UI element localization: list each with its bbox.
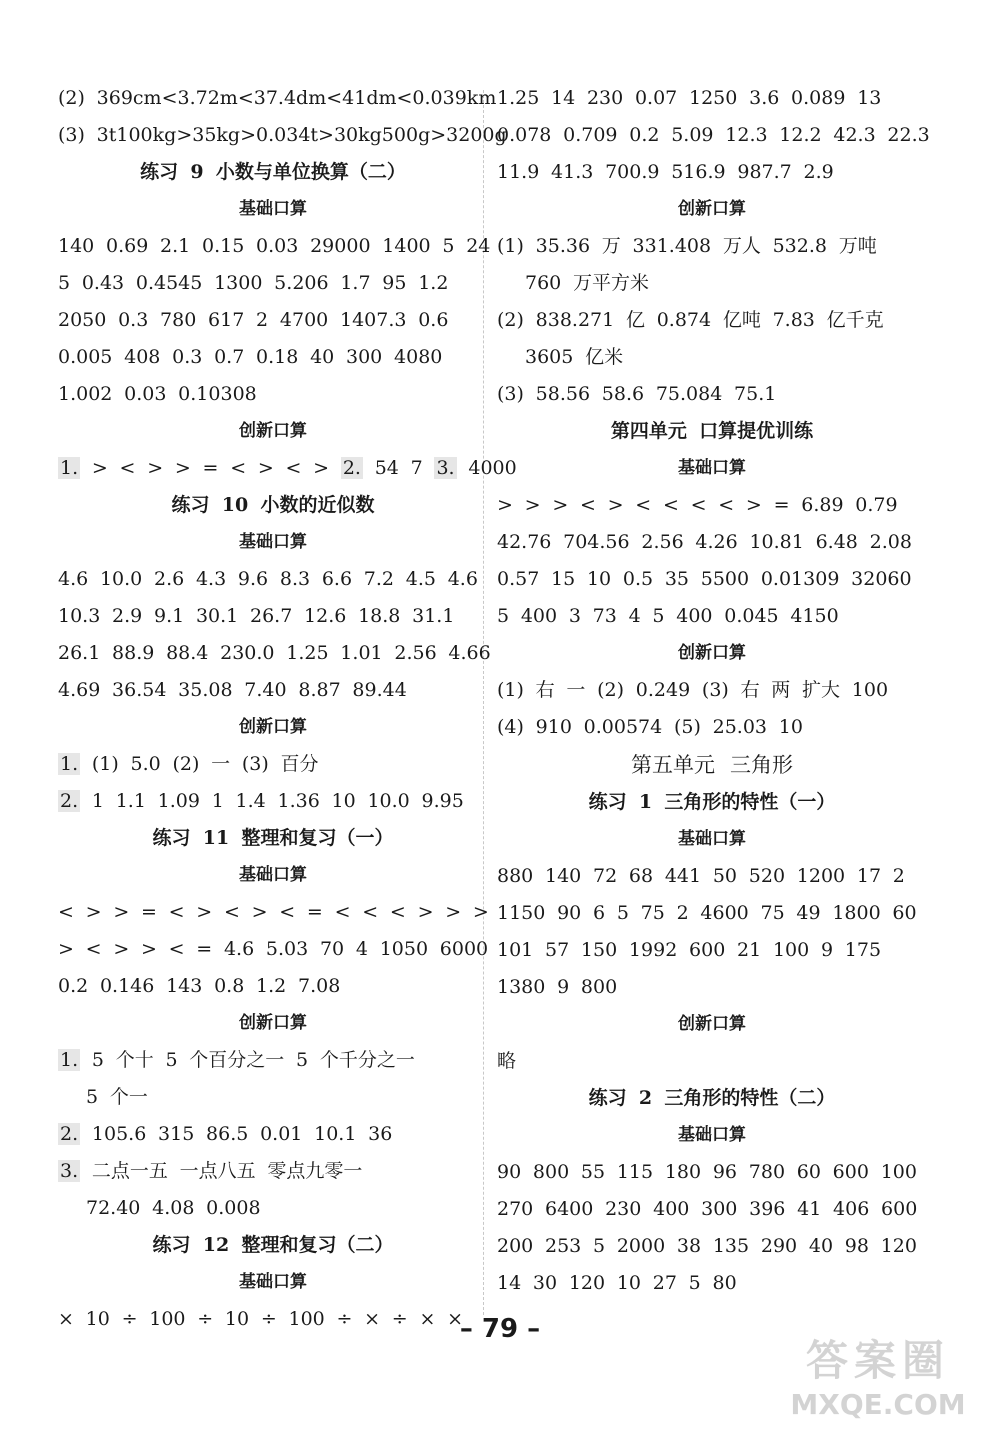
section-subheading <box>497 1006 927 1043</box>
answer-line <box>497 1191 927 1228</box>
answer-text: 90 800 55 115 180 96 780 60 600 100 <box>497 1161 917 1183</box>
answer-text: 基础口算 <box>239 865 307 885</box>
answer-text: > > > < > < < < < > = 6.89 0.79 <box>497 494 898 516</box>
answer-line <box>58 339 488 376</box>
answer-text: 练习 11 整理和复习（一） <box>152 827 394 849</box>
answer-text: 0.2 0.146 143 0.8 1.2 7.08 <box>58 975 341 997</box>
answer-line <box>58 302 488 339</box>
answer-text: 26.1 88.9 88.4 230.0 1.25 1.01 2.56 4.66 <box>58 642 491 664</box>
answer-text: 练习 10 小数的近似数 <box>171 494 375 516</box>
answer-line <box>58 1079 488 1116</box>
answer-text: (1) 右 一 (2) 0.249 (3) 右 两 扩大 100 <box>497 679 889 701</box>
answer-line <box>58 1153 488 1190</box>
answer-line <box>497 154 927 191</box>
answer-line <box>497 895 927 932</box>
answer-line <box>497 1265 927 1302</box>
answer-line <box>497 524 927 561</box>
answer-text: 760 万平方米 <box>525 272 650 294</box>
question-number: 3. <box>436 457 455 479</box>
answer-text: 105.6 315 86.5 0.01 10.1 36 <box>91 1123 393 1145</box>
section-subheading <box>58 709 488 746</box>
answer-text: 54 7 <box>374 457 435 479</box>
exercise-heading <box>497 413 927 450</box>
watermark-logo <box>778 1328 978 1428</box>
answer-text: × 10 ÷ 100 ÷ 10 ÷ 100 ÷ × ÷ × × <box>58 1308 464 1330</box>
answer-text: > < > > < = 4.6 5.03 70 4 1050 6000 <box>58 938 489 960</box>
answer-text: 0.005 408 0.3 0.7 0.18 40 300 4080 <box>58 346 443 368</box>
answer-line <box>58 672 488 709</box>
question-number: 1. <box>60 1049 79 1071</box>
answer-text: 5 个十 5 个百分之一 5 个千分之一 <box>91 1049 415 1071</box>
answer-text: 基础口算 <box>678 1125 746 1145</box>
question-number: 2. <box>342 457 361 479</box>
answer-text: 练习 9 小数与单位换算（二） <box>140 161 406 183</box>
answer-text: 5 400 3 73 4 5 400 0.045 4150 <box>497 605 839 627</box>
question-number: 1. <box>60 753 79 775</box>
answer-line <box>497 487 927 524</box>
section-subheading <box>58 1005 488 1042</box>
answer-line <box>58 635 491 672</box>
answer-line <box>58 598 488 635</box>
answer-line <box>497 969 927 1006</box>
watermark-logo-title: 答案圈 <box>805 1336 950 1385</box>
answer-line <box>497 117 930 154</box>
answer-line <box>58 1042 488 1079</box>
answer-text: (3) 58.56 58.6 75.084 75.1 <box>497 383 777 405</box>
answer-text: 200 253 5 2000 38 135 290 40 98 120 <box>497 1235 917 1257</box>
answer-line <box>58 561 488 598</box>
answer-line <box>497 339 927 376</box>
answer-text: 基础口算 <box>678 458 746 478</box>
answer-text: 二点一五 一点八五 零点九零一 <box>91 1160 363 1182</box>
answer-line <box>497 1228 927 1265</box>
answer-text: 11.9 41.3 700.9 516.9 987.7 2.9 <box>497 161 834 183</box>
answer-line <box>497 858 927 895</box>
right-column <box>497 80 930 1302</box>
answer-text: 1380 9 800 <box>497 976 618 998</box>
answer-line <box>58 1190 488 1227</box>
section-subheading <box>58 191 488 228</box>
answer-text: 练习 2 三角形的特性（二） <box>588 1087 836 1109</box>
answer-text: 5 0.43 0.4545 1300 5.206 1.7 95 1.2 <box>58 272 449 294</box>
answer-text: 880 140 72 68 441 50 520 1200 17 2 <box>497 865 905 887</box>
answer-line <box>497 932 927 969</box>
answer-text: 略 <box>497 1050 517 1072</box>
question-number: 1. <box>60 457 79 479</box>
answer-text: 42.76 704.56 2.56 4.26 10.81 6.48 2.08 <box>497 531 912 553</box>
answer-line <box>497 265 927 302</box>
answer-line <box>497 561 927 598</box>
answer-line <box>58 450 517 487</box>
section-subheading <box>58 857 488 894</box>
answer-line <box>497 672 927 709</box>
section-subheading <box>58 413 488 450</box>
answer-text: 创新口算 <box>239 421 307 441</box>
answer-text: 10.3 2.9 9.1 30.1 26.7 12.6 18.8 31.1 <box>58 605 455 627</box>
answer-line <box>58 1116 488 1153</box>
answer-line <box>497 376 927 413</box>
exercise-heading <box>58 154 488 191</box>
answer-text: 1150 90 6 5 75 2 4600 75 49 1800 60 <box>497 902 917 924</box>
answer-line <box>497 228 927 265</box>
answer-line <box>497 709 927 746</box>
exercise-heading <box>497 1080 927 1117</box>
exercise-heading <box>497 784 927 821</box>
exercise-heading <box>58 487 488 524</box>
answer-text: 第五单元 三角形 <box>630 753 794 777</box>
answer-line <box>497 80 927 117</box>
answer-text: 1 1.1 1.09 1 1.4 1.36 10 10.0 9.95 <box>91 790 464 812</box>
answer-text: (4) 910 0.00574 (5) 25.03 10 <box>497 716 803 738</box>
unit-heading <box>497 746 927 784</box>
answer-text: 练习 1 三角形的特性（一） <box>588 791 836 813</box>
answer-text: 基础口算 <box>239 532 307 552</box>
answer-text: 2050 0.3 780 617 2 4700 1407.3 0.6 <box>58 309 449 331</box>
answer-line <box>497 302 927 339</box>
answer-text: 基础口算 <box>239 199 307 219</box>
section-subheading <box>497 635 927 672</box>
question-number: 2. <box>60 1123 79 1145</box>
answer-text: 4.6 10.0 2.6 4.3 9.6 8.3 6.6 7.2 4.5 4.6 <box>58 568 478 590</box>
page-number: – 79 – <box>459 1314 541 1344</box>
answer-line <box>58 894 488 931</box>
answer-line <box>58 117 507 154</box>
answer-text: 5 个一 <box>86 1086 148 1108</box>
answer-line <box>58 783 488 820</box>
answer-text: 创新口算 <box>678 643 746 663</box>
answer-text: 练习 12 整理和复习（二） <box>152 1234 394 1256</box>
answer-text: > < > > = < > < > <box>91 457 341 479</box>
left-column <box>58 80 517 1338</box>
answer-line <box>497 1154 927 1191</box>
answer-text: 1.002 0.03 0.10308 <box>58 383 257 405</box>
section-subheading <box>497 1117 927 1154</box>
answer-text: 270 6400 230 400 300 396 41 406 600 <box>497 1198 918 1220</box>
answer-line <box>58 228 491 265</box>
exercise-heading <box>58 820 488 857</box>
answer-line <box>497 1043 927 1080</box>
answer-text: 0.078 0.709 0.2 5.09 12.3 12.2 42.3 22.3 <box>497 124 930 146</box>
answer-text: 1.25 14 230 0.07 1250 3.6 0.089 13 <box>497 87 882 109</box>
answer-line <box>58 376 488 413</box>
answer-text: 基础口算 <box>239 1272 307 1292</box>
section-subheading <box>497 821 927 858</box>
answer-line <box>497 598 927 635</box>
answer-text: (3) 3t100kg>35kg>0.034t>30kg500g>3200g <box>58 124 507 146</box>
answer-text: 创新口算 <box>239 717 307 737</box>
answer-line <box>58 931 488 968</box>
answer-text: 创新口算 <box>678 1014 746 1034</box>
section-subheading <box>58 524 488 561</box>
section-subheading <box>58 1264 488 1301</box>
answer-text: 第四单元 口算提优训练 <box>610 420 814 442</box>
section-subheading <box>497 450 927 487</box>
answer-text: 140 0.69 2.1 0.15 0.03 29000 1400 5 24 <box>58 235 491 257</box>
watermark-logo-url: MXQE.COM <box>790 1388 966 1421</box>
answer-text: 101 57 150 1992 600 21 100 9 175 <box>497 939 882 961</box>
answer-text: < > > = < > < > < = < < < > > > <box>58 901 489 923</box>
answer-text: 3605 亿米 <box>525 346 624 368</box>
question-number: 2. <box>60 790 79 812</box>
answer-text: 基础口算 <box>678 829 746 849</box>
answer-line <box>58 746 488 783</box>
answer-text: (1) 35.36 万 331.408 万人 532.8 万吨 <box>497 235 877 257</box>
answer-text: 4000 <box>468 457 517 479</box>
answer-line <box>58 80 497 117</box>
answer-text: (2) 838.271 亿 0.874 亿吨 7.83 亿千克 <box>497 309 884 331</box>
question-number: 3. <box>60 1160 79 1182</box>
answer-text: 0.57 15 10 0.5 35 5500 0.01309 32060 <box>497 568 912 590</box>
answer-text: (1) 5.0 (2) 一 (3) 百分 <box>91 753 319 775</box>
answer-line <box>58 265 488 302</box>
section-subheading <box>497 191 927 228</box>
exercise-heading <box>58 1227 488 1264</box>
answer-text: 4.69 36.54 35.08 7.40 8.87 89.44 <box>58 679 407 701</box>
answer-line <box>58 968 488 1005</box>
answer-text: 创新口算 <box>239 1013 307 1033</box>
answer-text: 72.40 4.08 0.008 <box>86 1197 261 1219</box>
answer-text: (2) 369cm<3.72m<37.4dm<41dm<0.039km <box>58 87 497 109</box>
answer-text: 创新口算 <box>678 199 746 219</box>
answer-text: 14 30 120 10 27 5 80 <box>497 1272 737 1294</box>
